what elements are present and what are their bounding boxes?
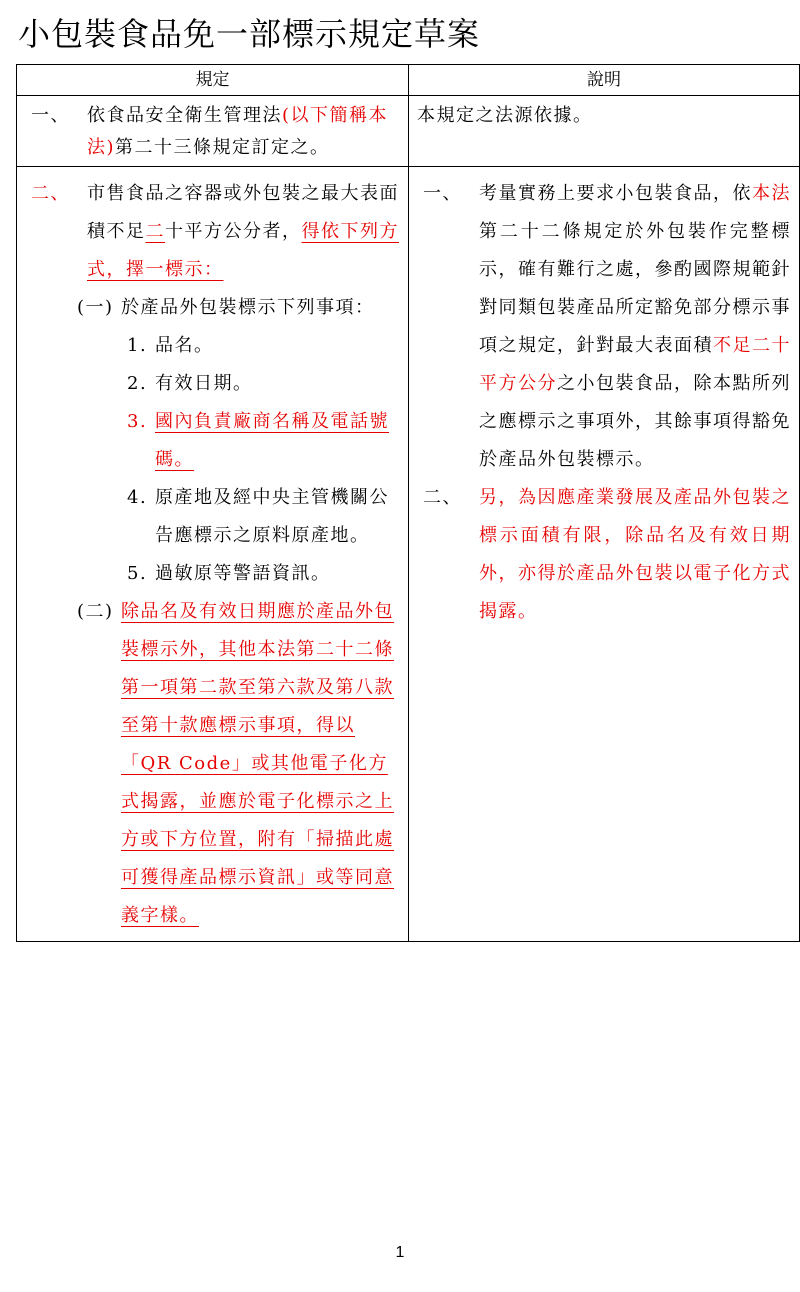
item-text: 第二十三條規定訂定之。 xyxy=(115,137,330,158)
item-number: 二、 xyxy=(423,487,462,508)
item-text: 十平方公分者， xyxy=(165,221,302,242)
list-item xyxy=(25,365,400,403)
item-text: 第二十二條規定於外包裝作完整標示，確有難行之處，參酌國際規範針對同類包裝產品所定豁免部分標示事項之規定，針對最大表面積 xyxy=(479,221,791,356)
list-number: 1. xyxy=(127,335,148,356)
list-text: 過敏原等警語資訊。 xyxy=(155,563,331,584)
list-item xyxy=(25,403,400,479)
sub-item-number: (二) xyxy=(77,601,114,622)
list-item xyxy=(25,555,400,593)
list-item xyxy=(25,479,400,555)
explanation-item-1 xyxy=(417,175,791,479)
header-regulation: 規定 xyxy=(17,65,409,96)
revised-text: 除品名及有效日期應於產品外包裝標示外，其他本法第二十二條第一項第二款至第六款及第八款至第十款應標示事項，得以「QR Code」或其他電子化方式揭露，並應於電子化標示之上方或下方位置，附有「掃描此處可獲得產品標示資訊」或等同意義字樣。 xyxy=(121,601,394,926)
item-text: 市售食品之容器或外包裝之最大表面積不足 xyxy=(87,183,399,242)
revised-text: 本法 xyxy=(752,183,791,204)
sub-item-1 xyxy=(25,289,400,327)
table-row xyxy=(17,167,800,942)
document-title: 小包裝食品免一部標示規定草案 xyxy=(18,15,481,53)
regulation-table xyxy=(16,64,800,942)
explanation-cell xyxy=(409,96,800,167)
regulation-cell xyxy=(17,96,409,167)
regulation-item-2 xyxy=(25,175,400,289)
revised-text: 國內負責廠商名稱及電話號碼。 xyxy=(155,411,389,470)
revised-text: (以下簡稱本法) xyxy=(87,105,389,158)
list-number: 5. xyxy=(127,563,148,584)
list-number: 2. xyxy=(127,373,148,394)
explanation-cell xyxy=(409,167,800,942)
item-text: 考量實務上要求小包裝食品，依 xyxy=(479,183,752,204)
regulation-cell xyxy=(17,167,409,942)
revised-text: 二 xyxy=(145,221,165,242)
header-row xyxy=(17,65,800,96)
item-number: 一、 xyxy=(31,105,70,126)
sub-item-2 xyxy=(25,593,400,935)
item-number: 一、 xyxy=(423,183,462,204)
list-text: 原產地及經中央主管機關公告應標示之原料原產地。 xyxy=(155,487,389,546)
item-text: 之小包裝食品，除本點所列之應標示之事項外，其餘事項得豁免於產品外包裝標示。 xyxy=(479,373,791,470)
explanation-text: 本規定之法源依據。 xyxy=(417,105,593,126)
sub-item-text: 於產品外包裝標示下列事項： xyxy=(121,297,375,318)
list-text: 品名。 xyxy=(155,335,214,356)
list-item xyxy=(25,327,400,365)
revised-text: 得依下列方式，擇一標示： xyxy=(87,221,399,280)
sub-item-number: (一) xyxy=(77,297,114,318)
list-number: 3. xyxy=(127,411,148,432)
header-explanation: 說明 xyxy=(409,65,800,96)
regulation-item-1 xyxy=(25,100,400,164)
page-number: 1 xyxy=(395,1244,405,1261)
list-text: 有效日期。 xyxy=(155,373,253,394)
revised-text: 另，為因應產業發展及產品外包裝之標示面積有限，除品名及有效日期外，亦得於產品外包裝以電子化方式揭露。 xyxy=(479,487,791,622)
revised-text: 不足二十平方公分 xyxy=(479,335,791,394)
item-number: 二、 xyxy=(31,183,70,204)
explanation-item-2 xyxy=(417,479,791,631)
table-row xyxy=(17,96,800,167)
list-number: 4. xyxy=(127,487,148,508)
item-text: 依食品安全衛生管理法 xyxy=(87,105,282,126)
